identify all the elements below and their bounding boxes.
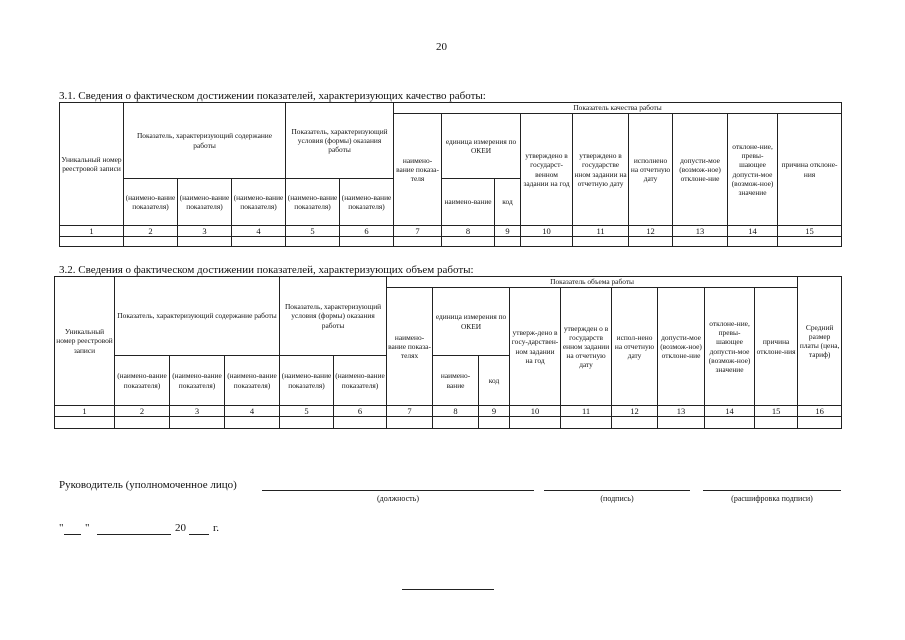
table-row <box>60 237 842 247</box>
volume-indicators-table <box>54 276 842 429</box>
header-conditions: Показатель, характеризующий условия (формы) оказания работы <box>286 103 394 179</box>
column-number: 9 <box>479 406 510 417</box>
header-indicator-name-sub: (наимено-вание показателя) <box>232 179 286 226</box>
column-number: 15 <box>755 406 798 417</box>
header-registry: Уникальный номер реестровой записи <box>55 277 115 406</box>
date-month-line[interactable] <box>97 534 171 535</box>
empty-cell[interactable] <box>573 237 629 247</box>
decode-caption: (расшифровка подписи) <box>731 494 813 503</box>
empty-cell[interactable] <box>433 417 479 429</box>
empty-cell[interactable] <box>115 417 170 429</box>
column-number: 7 <box>387 406 433 417</box>
empty-cell[interactable] <box>778 237 842 247</box>
column-number: 14 <box>705 406 755 417</box>
date-year-line[interactable] <box>189 534 209 535</box>
header-approved-date: утверждено в государстве нном задании на отчетную дату <box>573 114 629 226</box>
column-number: 6 <box>334 406 387 417</box>
header-indicator-name-sub: (наимено-вание показателя) <box>334 356 387 406</box>
header-indicator-name-sub: (наимено-вание показателя) <box>340 179 394 226</box>
empty-cell[interactable] <box>280 417 334 429</box>
column-number: 10 <box>521 226 573 237</box>
empty-cell[interactable] <box>612 417 658 429</box>
empty-cell[interactable] <box>728 237 778 247</box>
header-content: Показатель, характеризующий содержание работы <box>115 277 280 356</box>
empty-cell[interactable] <box>561 417 612 429</box>
position-line[interactable] <box>262 490 534 491</box>
empty-cell[interactable] <box>442 237 495 247</box>
header-exceeding-deviation: отклоне-ние, превы-шающее допусти-мое (возмож-ное) значение <box>705 288 755 406</box>
header-approved-date: утвержден о в государств енном задании на отчетную дату <box>561 288 612 406</box>
header-indicator-name: наимено-вание показа-теля <box>394 114 442 226</box>
column-number: 2 <box>115 406 170 417</box>
column-number: 8 <box>442 226 495 237</box>
section-title-volume: 3.2. Сведения о фактическом достижении показателей, характеризующих объем работы: <box>59 264 474 276</box>
header-unit-code: код <box>495 179 521 226</box>
empty-cell[interactable] <box>170 417 225 429</box>
header-content: Показатель, характеризующий содержание работы <box>124 103 286 179</box>
signature-caption: (подпись) <box>600 494 634 503</box>
quality-indicators-table <box>59 102 842 247</box>
header-indicator-name-sub: (наимено-вание показателя) <box>225 356 280 406</box>
column-number: 3 <box>178 226 232 237</box>
header-allowed-deviation: допусти-мое (возмож-ное) отклоне-ние <box>658 288 705 406</box>
empty-cell[interactable] <box>225 417 280 429</box>
head-label: Руководитель (уполномоченное лицо) <box>59 479 237 491</box>
header-indicator-name-sub: (наимено-вание показателя) <box>124 179 178 226</box>
column-number: 4 <box>225 406 280 417</box>
header-executed: исполнено на отчетную дату <box>629 114 673 226</box>
column-number: 5 <box>286 226 340 237</box>
column-number: 8 <box>433 406 479 417</box>
header-executed: испол-нено на отчетную дату <box>612 288 658 406</box>
date-quote-open: " <box>59 522 64 534</box>
section-title-quality: 3.1. Сведения о фактическом достижении показателей, характеризующих качество работы: <box>59 90 486 102</box>
empty-cell[interactable] <box>629 237 673 247</box>
column-number: 11 <box>561 406 612 417</box>
empty-cell[interactable] <box>798 417 842 429</box>
header-conditions: Показатель, характеризующий условия (формы) оказания работы <box>280 277 387 356</box>
header-average-fee: Средний размер платы (цена, тариф) <box>798 277 842 406</box>
column-number: 1 <box>55 406 115 417</box>
decode-line[interactable] <box>703 490 841 491</box>
empty-cell[interactable] <box>521 237 573 247</box>
empty-cell[interactable] <box>755 417 798 429</box>
page-number: 20 <box>436 41 447 53</box>
column-number: 1 <box>60 226 124 237</box>
column-number: 3 <box>170 406 225 417</box>
empty-cell[interactable] <box>510 417 561 429</box>
header-unit-name: наимено-вание <box>442 179 495 226</box>
header-volume: Показатель объема работы <box>387 277 798 288</box>
header-indicator-name-sub: (наимено-вание показателя) <box>115 356 170 406</box>
empty-cell[interactable] <box>124 237 178 247</box>
header-reason: причина отклоне-ния <box>755 288 798 406</box>
signature-line[interactable] <box>544 490 690 491</box>
header-unit: единица измерения по ОКЕИ <box>433 288 510 356</box>
header-unit: единица измерения по ОКЕИ <box>442 114 521 179</box>
empty-cell[interactable] <box>479 417 510 429</box>
header-indicator-name: наимено-вание показа-телях <box>387 288 433 406</box>
header-approved-year: утверждено в государст-венном задании на год <box>521 114 573 226</box>
column-number: 16 <box>798 406 842 417</box>
header-exceeding-deviation: отклоне-ние, превы-шающее допусти-мое (возмож-ное) значение <box>728 114 778 226</box>
position-caption: (должность) <box>377 494 419 503</box>
empty-cell[interactable] <box>673 237 728 247</box>
column-number: 10 <box>510 406 561 417</box>
column-number: 2 <box>124 226 178 237</box>
column-number: 13 <box>658 406 705 417</box>
column-number: 15 <box>778 226 842 237</box>
column-number: 4 <box>232 226 286 237</box>
column-number: 12 <box>612 406 658 417</box>
header-allowed-deviation: допусти-мое (возмож-ное) отклоне-ние <box>673 114 728 226</box>
column-number: 14 <box>728 226 778 237</box>
empty-cell[interactable] <box>55 417 115 429</box>
column-number: 6 <box>340 226 394 237</box>
empty-cell[interactable] <box>286 237 340 247</box>
header-unit-name: наимено-вание <box>433 356 479 406</box>
header-indicator-name-sub: (наимено-вание показателя) <box>280 356 334 406</box>
empty-cell[interactable] <box>495 237 521 247</box>
column-number: 11 <box>573 226 629 237</box>
header-reason: причина отклоне-ния <box>778 114 842 226</box>
empty-cell[interactable] <box>60 237 124 247</box>
date-year-prefix: 20 <box>175 522 186 534</box>
empty-cell[interactable] <box>705 417 755 429</box>
empty-cell[interactable] <box>334 417 387 429</box>
header-indicator-name-sub: (наимено-вание показателя) <box>286 179 340 226</box>
header-quality: Показатель качества работы <box>394 103 842 114</box>
header-registry: Уникальный номер реестровой записи <box>60 103 124 226</box>
empty-cell[interactable] <box>232 237 286 247</box>
column-number: 7 <box>394 226 442 237</box>
date-quote-close: " <box>85 522 90 534</box>
date-day-line[interactable] <box>64 534 81 535</box>
footnote-separator <box>402 589 494 590</box>
header-indicator-name-sub: (наимено-вание показателя) <box>170 356 225 406</box>
header-unit-code: код <box>479 356 510 406</box>
empty-cell[interactable] <box>394 237 442 247</box>
empty-cell[interactable] <box>387 417 433 429</box>
empty-cell[interactable] <box>340 237 394 247</box>
date-suffix: г. <box>213 522 220 534</box>
table-row <box>55 417 842 429</box>
empty-cell[interactable] <box>178 237 232 247</box>
column-number: 13 <box>673 226 728 237</box>
header-approved-year: утверж-дено в госу-дарствен-ном задании на год <box>510 288 561 406</box>
header-indicator-name-sub: (наимено-вание показателя) <box>178 179 232 226</box>
empty-cell[interactable] <box>658 417 705 429</box>
column-number: 5 <box>280 406 334 417</box>
column-number: 9 <box>495 226 521 237</box>
column-number: 12 <box>629 226 673 237</box>
